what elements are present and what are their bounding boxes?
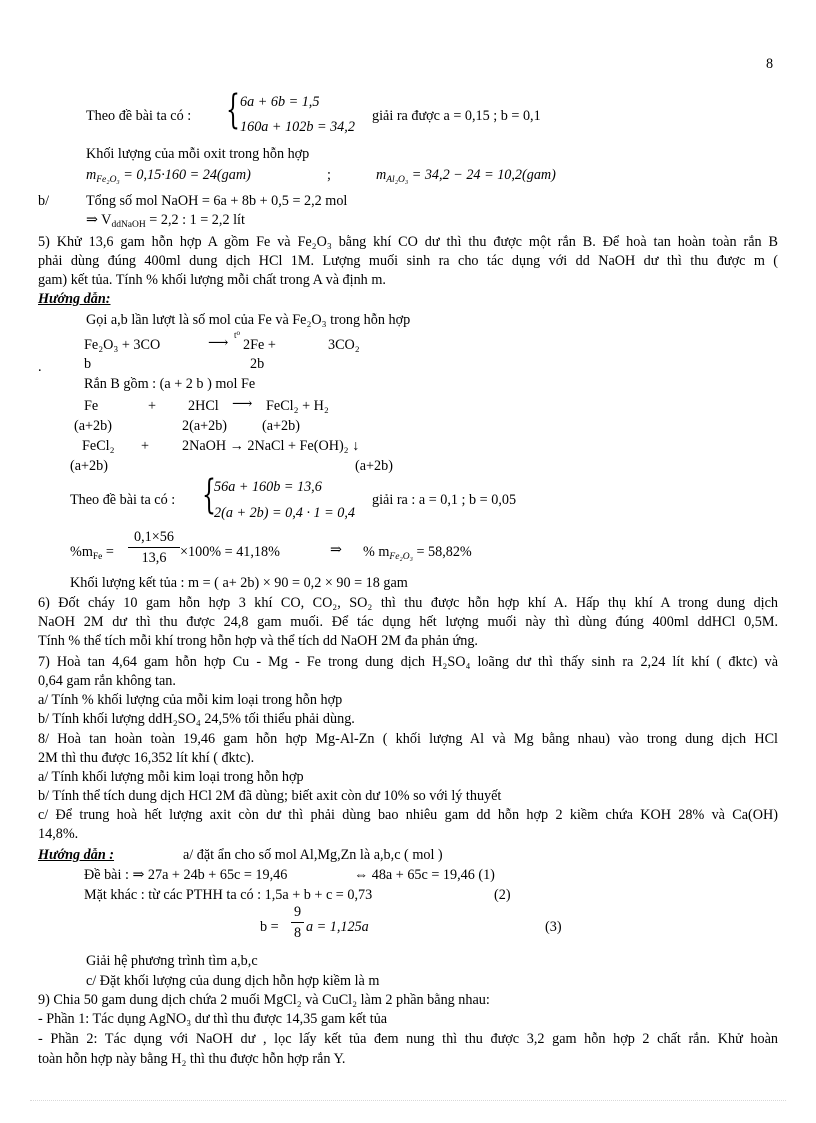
system1-brace: { — [226, 87, 240, 133]
reaction1-dot: . — [38, 359, 42, 375]
problem-6-line1: 6) Đốt cháy 10 gam hỗn hợp 3 khí CO, CO₂, SO₂ thì thu được hỗn hợp khí A. Hấp thụ khí A trong dung dịch — [38, 595, 778, 611]
reaction2-mol1: (a+2b) — [74, 418, 112, 434]
reaction2-products: FeCl₂ + H₂ — [266, 398, 329, 414]
problem-8-line2: 2M thì thu được 16,352 lít khí ( đktc). — [38, 750, 255, 766]
problem-9-part2-line2: toàn hỗn hợp này bằng H₂ thì thu được hỗn hợp rắn Y. — [38, 1051, 346, 1067]
pct-result: ×100% = 41,18% — [180, 544, 280, 560]
problem-9-part2-line1: - Phần 2: Tác dụng với NaOH dư , lọc lấy kết tủa đem nung thì thu được 3,2 gam hỗn hợp 2 chất rắn. Khử hoàn — [38, 1031, 778, 1047]
guide-heading-2: Hướng dẫn : — [38, 847, 115, 863]
solve-system: Giải hệ phương trình tìm a,b,c — [86, 953, 258, 969]
reaction3-fecl2: FeCl₂ — [82, 438, 115, 454]
problem-7-line2: 0,64 gam rắn không tan. — [38, 673, 176, 689]
problem-8-b: b/ Tính thể tích dung dịch HCl 2M đã dùng; biết axit còn dư 10% so với lý thuyết — [38, 788, 502, 804]
system1-eq1: 6a + 6b = 1,5 — [240, 94, 320, 110]
equation-3-fraction — [291, 905, 304, 940]
system1-solution: giải ra được a = 0,15 ; b = 0,1 — [372, 108, 541, 124]
reaction2-arrow: ⟶ — [232, 396, 253, 412]
variables-definition: Gọi a,b lần lượt là số mol của Fe và Fe₂O₃ trong hỗn hợp — [86, 312, 411, 328]
equation-3-tag: (3) — [545, 919, 562, 935]
guide-heading-1: Hướng dẫn: — [38, 291, 111, 307]
reaction1-mol-2b: 2b — [250, 356, 265, 372]
reaction2-mol3: (a+2b) — [262, 418, 300, 434]
guide-2-text: a/ đặt ẩn cho số mol Al,Mg,Zn là a,b,c ( mol ) — [183, 847, 443, 863]
equation-2-tag: (2) — [494, 887, 511, 903]
naoh-volume: ⇒ $V_{ddNaOH} = 2,2$ : 1 = 2,2 lít — [86, 212, 245, 230]
mass-separator: ; — [327, 167, 331, 183]
system2-solution: giải ra : a = 0,1 ; b = 0,05 — [372, 492, 517, 508]
solid-b: Rắn B gồm : (a + 2 b ) mol Fe — [84, 376, 256, 392]
system2-brace: { — [202, 472, 216, 518]
problem-7-line1: 7) Hoà tan 4,64 gam hỗn hợp Cu - Mg - Fe trong dung dịch H₂SO₄ loãng dư thì thấy sinh ra 2,24 lít khí ( đktc) và — [38, 654, 778, 670]
problem-7-a: a/ Tính % khối lượng của mỗi kim loại trong hỗn hợp — [38, 692, 343, 708]
reaction2-mol2: 2(a+2b) — [182, 418, 228, 434]
equation-3-denominator: 8 — [293, 925, 302, 942]
equation-3-numerator: 9 — [291, 905, 304, 923]
oxide-mass-heading: Khối lượng của mỗi oxit trong hỗn hợp — [86, 146, 310, 162]
problem-5-line2: phải dùng đúng 400ml dung dịch HCl 1M. Lượng muối sinh ra cho tác dụng với dd NaOH dư thì thu được m ( — [38, 253, 778, 269]
pct-fraction — [128, 530, 180, 565]
pct-denominator: 13,6 — [141, 550, 167, 567]
system1-lead: Theo đề bài ta có : — [86, 108, 192, 124]
problem-6-line2: NaOH 2M dư thì thu được 24,8 gam muối. Để tác dụng hết lượng muối này thì dùng đúng 400ml ddHCl 0,5M. — [38, 614, 778, 630]
part-c-setup: c/ Đặt khối lượng của dung dịch hỗn hợp kiềm là m — [86, 973, 380, 989]
bottom-dotted-rule — [30, 1100, 786, 1101]
reaction3-plus: + — [141, 438, 150, 454]
pct-fe-label: $\%m_{Fe}$ = — [70, 544, 114, 562]
reaction1-heat: t⁰ — [234, 330, 241, 340]
reaction1-arrow: ⟶ — [208, 335, 229, 351]
reaction1-mol-b: b — [84, 356, 92, 372]
mass-fe2o3: $m_{Fe_2O_3} = 0,15\cdot 160 = 24(gam)$ — [86, 167, 251, 185]
system1-eq2: 160a + 102b = 34,2 — [240, 119, 355, 135]
system2-lead: Theo đề bài ta có : — [70, 492, 176, 508]
equation-3-rhs: a = 1,125a — [306, 919, 369, 935]
problem-5-line3: gam) kết tủa. Tính % khối lượng mỗi chất trong A và định m. — [38, 272, 386, 288]
reaction2-plus: + — [148, 398, 157, 414]
pct-numerator: 0,1×56 — [128, 530, 180, 548]
system2-eq1: 56a + 160b = 13,6 — [214, 479, 322, 495]
problem-8-line1: 8/ Hoà tan hoàn toàn 19,46 gam hỗn hợp Mg-Al-Zn ( khối lượng Al và Mg bằng nhau) vào trong dung dịch HCl — [38, 731, 778, 747]
equation-1: Đề bài : ⇒ 27a + 24b + 65c = 19,46 — [84, 867, 288, 883]
problem-9-part1: - Phần 1: Tác dụng AgNO₃ dư thì thu được 14,35 gam kết tủa — [38, 1011, 388, 1027]
reaction2-fe: Fe — [84, 398, 99, 414]
mass-al2o3: $m_{Al_2O_3} = 34,2 - 24 = 10,2(gam)$ — [376, 167, 556, 185]
equation-3-lhs: b = — [260, 919, 279, 935]
problem-5-line1: 5) Khử 13,6 gam hỗn hợp A gồm Fe và Fe₂O₃ bằng khí CO dư thì thu được một rắn B. Để hoà tan hoàn toàn rắn B — [38, 234, 778, 250]
reaction3-mol1: (a+2b) — [70, 458, 108, 474]
reaction1-fe: 2Fe + — [243, 337, 276, 353]
problem-7-b: b/ Tính khối lượng ddH₂SO₄ 24,5% tối thiểu phải dùng. — [38, 711, 355, 727]
part-b-label: b/ — [38, 193, 50, 209]
problem-9-line1: 9) Chia 50 gam dung dịch chứa 2 muối MgCl₂ và CuCl₂ làm 2 phần bằng nhau: — [38, 992, 490, 1008]
reaction3-mol2: (a+2b) — [355, 458, 393, 474]
precipitate-mass: Khối lượng kết tủa : m = ( a+ 2b) × 90 = 0,2 × 90 = 18 gam — [70, 575, 408, 591]
reaction1-reactants: Fe₂O₃ + 3CO — [84, 337, 161, 353]
reaction2-hcl: 2HCl — [188, 398, 219, 414]
problem-6-line3: Tính % thể tích mỗi khí trong hỗn hợp và thể tích dd NaOH 2M đa phản ứng. — [38, 633, 478, 649]
reaction3-rest: 2NaOH → 2NaCl + Fe(OH)₂ ↓ — [182, 438, 360, 454]
equation-1-simplified: ⇔ 48a + 65c = 19,46 (1) — [354, 867, 495, 883]
problem-8-c-line2: 14,8%. — [38, 826, 79, 842]
page-number: 8 — [766, 56, 774, 72]
system2-eq2: 2(a + 2b) = 0,4 · 1 = 0,4 — [214, 505, 356, 521]
reaction1-co2: 3CO₂ — [328, 337, 360, 353]
equation-2: Mặt khác : từ các PTHH ta có : 1,5a + b + c = 0,73 — [84, 887, 373, 903]
pct-fe2o3: % $m_{Fe_2O_3} = 58,82\%$ — [363, 544, 472, 562]
pct-arrow: ⇒ — [330, 542, 342, 558]
problem-8-c-line1: c/ Để trung hoà hết lượng axit còn dư thì phải dùng bao nhiêu gam dd hỗn hợp 2 kiềm chứa KOH 28% và Ca(OH) — [38, 807, 778, 823]
naoh-total: Tổng số mol NaOH = 6a + 8b + 0,5 = 2,2 mol — [86, 193, 348, 209]
problem-8-a: a/ Tính khối lượng mỗi kim loại trong hỗn hợp — [38, 769, 304, 785]
